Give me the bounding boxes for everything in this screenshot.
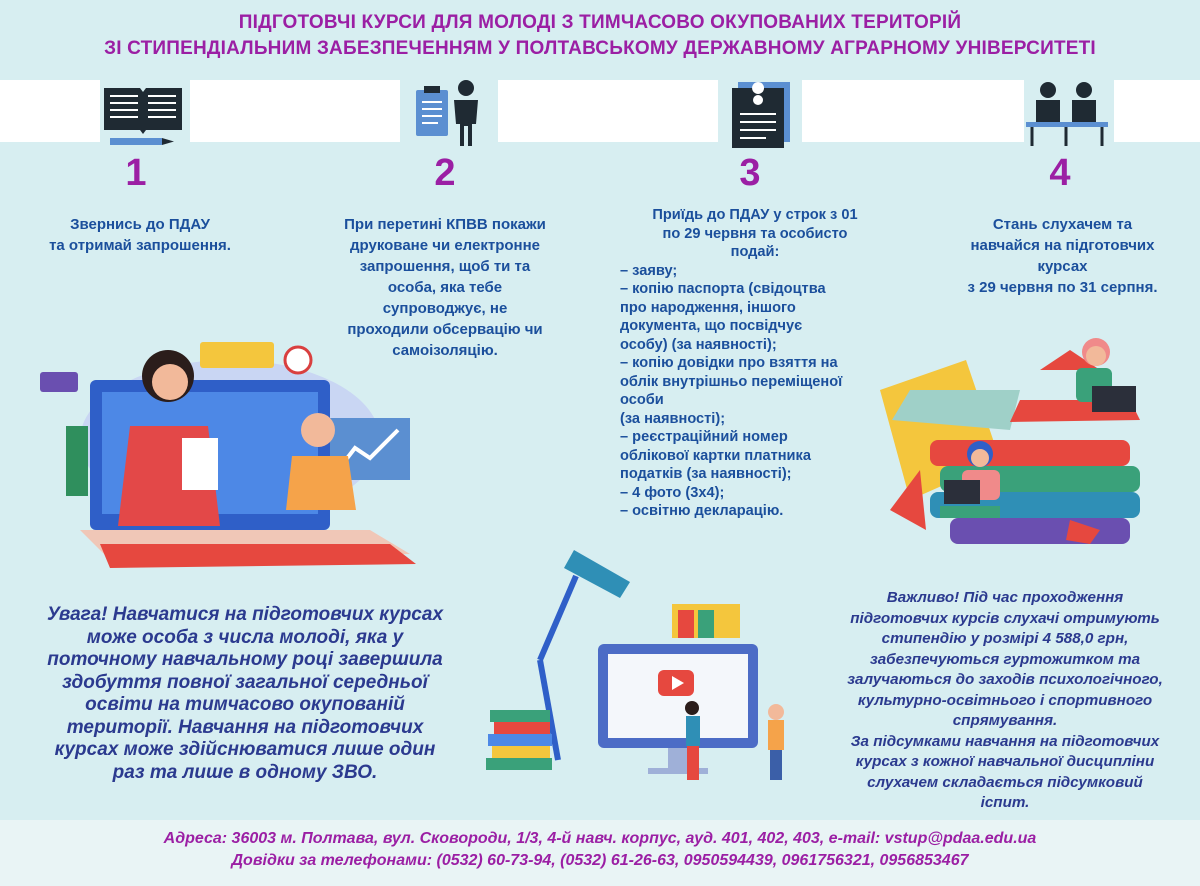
step-2-number: 2 — [434, 152, 456, 194]
teacher-student-illustration — [30, 330, 430, 570]
document-person-icon — [410, 76, 500, 150]
contact-footer — [0, 820, 1200, 886]
step-4-text: Стань слухачем та навчайся на підготовчих курсах з 29 червня по 31 серпня. — [967, 216, 1158, 296]
note-attention: Увага! Навчатися на підготовчих курсах може особа з числа молоді, яка у поточному навчальному році завершила здобуття повної загальної середньої освіти на тимчасово окупованій території. Навчання на підготовчих курсах може здійснюватися лише один раз та лише в одному ЗВО. — [46, 604, 444, 783]
step-1-text: Звернись до ПДАУ та отримай запрошення. — [49, 216, 231, 254]
page-title — [0, 10, 1200, 62]
students-books-illustration — [870, 330, 1190, 560]
application-form-icon — [714, 76, 804, 150]
title-line-1: ПІДГОТОВЧІ КУРСИ ДЛЯ МОЛОДІ З ТИМЧАСОВО ОКУПОВАНИХ ТЕРИТОРІЙ — [238, 12, 962, 33]
desk-lamp-computer-illustration — [480, 540, 810, 790]
note-important: Важливо! Під час проходження підготовчих курсів слухачі отримують стипендію у розмірі 4 588,0 грн, забезпечуються гуртожитком та залучаються до заходів психологічного, культурно-освітнього і спортивного спрямування. За підсумками навчання на підготовчих курсах з кожної навчальної дисципліни слухачем складається підсумковий іспит. — [847, 589, 1163, 811]
step-2-text: При перетині КПВВ покажи друковане чи електронне запрошення, щоб ти та особа, яка тебе супроводжує, не проходили обсервацію чи самоізоляцію. — [344, 216, 546, 359]
title-line-2: ЗІ СТИПЕНДІАЛЬНИМ ЗАБЕЗПЕЧЕННЯМ У ПОЛТАВСЬКОМУ ДЕРЖАВНОМУ АГРАРНОМУ УНІВЕРСИТЕТІ — [104, 38, 1096, 59]
step-4-number: 4 — [1049, 152, 1071, 194]
footer-address: Адреса: 36003 м. Полтава, вул. Сковороди, 1/3, 4-й навч. корпус, ауд. 401, 402, 403, e-mail: vstup@pdaa.edu.ua — [163, 830, 1037, 847]
step-3-text: Приїдь до ПДАУ у строк з 01 по 29 червня та особисто подай: – заяву; – копію паспорта (свідоцтва про народження, іншого документа, що посвідчує особу) (за наявності); – копію довідки про взяття на облік внутрішньо переміщеної особи (за наявності); – реєстраційний номер облікової картки платника податків (за наявності); – 4 фото (3х4); – освітню декларацію. — [620, 207, 858, 519]
footer-phones: Довідки за телефонами: (0532) 60-73-94, (0532) 61-26-63, 0950594439, 0961756321, 0956853467 — [231, 852, 969, 869]
students-desk-icon — [1022, 76, 1112, 150]
book-pencil-icon — [98, 76, 188, 150]
step-3-number: 3 — [739, 152, 761, 194]
step-1-number: 1 — [125, 152, 147, 194]
